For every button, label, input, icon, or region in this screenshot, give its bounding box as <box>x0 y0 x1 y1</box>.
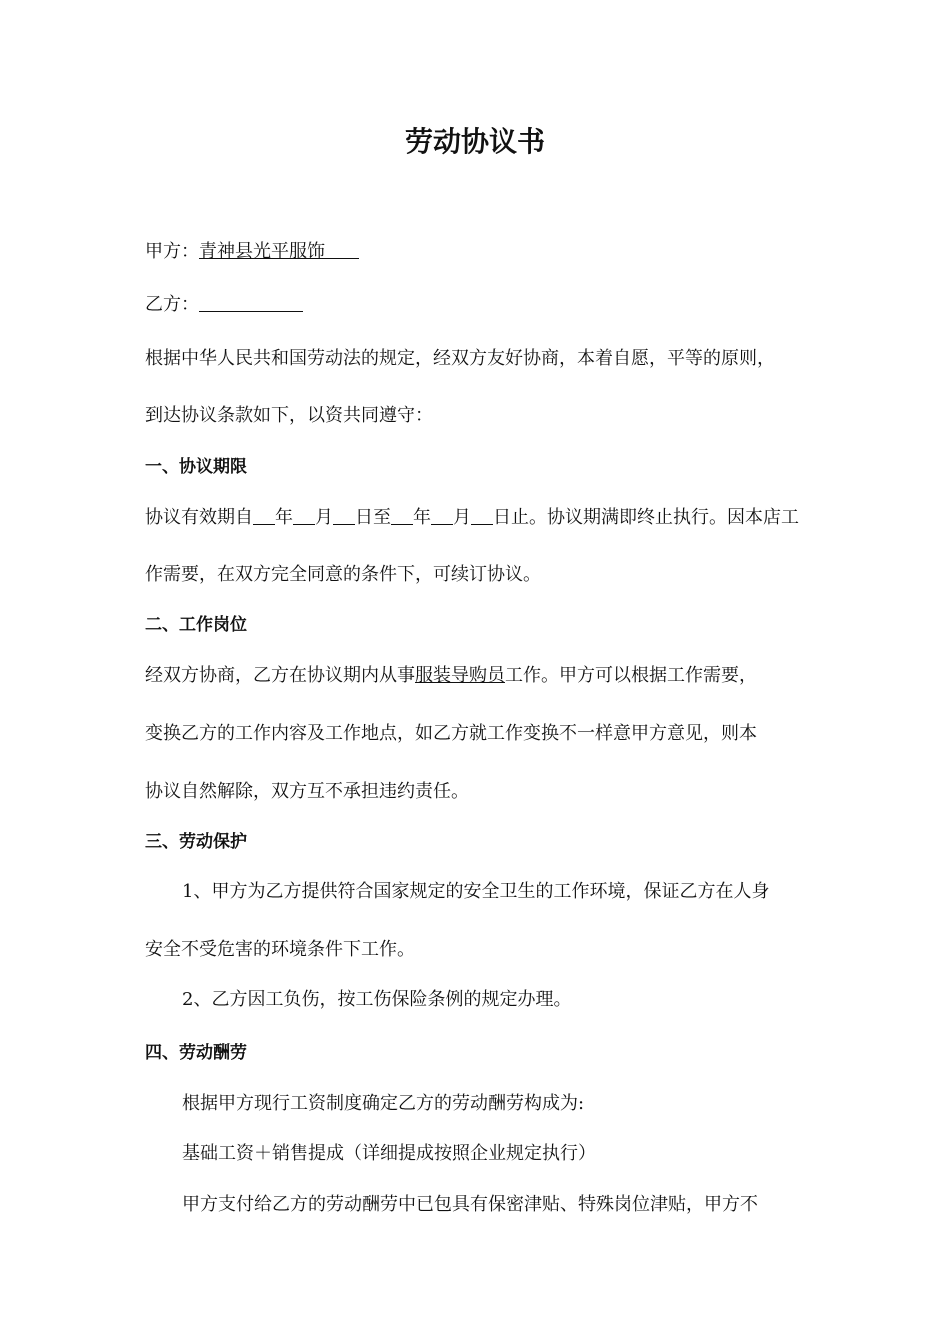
party-a-line <box>145 240 359 264</box>
section-2-line-3: 协议自然解除，双方互不承担违约责任。 <box>145 781 469 802</box>
section-1-line-1 <box>145 506 799 530</box>
position-name: 服装导购员 <box>415 665 505 686</box>
preamble-line-1: 根据中华人民共和国劳动法的规定，经双方友好协商，本着自愿，平等的原则， <box>145 348 775 369</box>
document-title: 劳动协议书 <box>404 125 545 158</box>
section-4-heading: 四、劳动酬劳 <box>145 1043 247 1063</box>
party-a-underline <box>325 240 359 259</box>
year-label-end: 年 <box>413 507 431 528</box>
section-2-line-1 <box>145 664 757 688</box>
day-to-label: 日至 <box>355 507 391 528</box>
start-day-blank <box>333 506 355 525</box>
party-a-label: 甲方： <box>145 241 199 262</box>
end-day-blank <box>471 506 493 525</box>
section-4-line-1: 根据甲方现行工资制度确定乙方的劳动酬劳构成为: <box>182 1093 585 1114</box>
section-2-line-2: 变换乙方的工作内容及工作地点，如乙方就工作变换不一样意甲方意见，则本 <box>145 723 757 744</box>
position-text-before: 经双方协商，乙方在协议期内从事 <box>145 665 415 686</box>
term-text-start: 协议有效期自 <box>145 507 253 528</box>
position-text-after: 工作。甲方可以根据工作需要， <box>505 665 757 686</box>
year-label: 年 <box>275 507 293 528</box>
section-4-line-2: 基础工资＋销售提成（详细提成按照企业规定执行） <box>182 1143 596 1164</box>
end-year-blank <box>391 506 413 525</box>
month-label: 月 <box>315 507 333 528</box>
party-b-blank <box>199 293 303 312</box>
section-2-heading: 二、工作岗位 <box>145 615 247 635</box>
party-b-label: 乙方： <box>145 294 199 315</box>
section-1-line-2: 作需要，在双方完全同意的条件下，可续订协议。 <box>145 564 541 585</box>
section-3-item-1-line-2: 安全不受危害的环境条件下工作。 <box>145 939 415 960</box>
party-a-name: 青神县光平服饰 <box>199 241 325 262</box>
end-month-blank <box>431 506 453 525</box>
party-b-line <box>145 293 303 317</box>
preamble-line-2: 到达协议条款如下，以资共同遵守： <box>145 405 433 426</box>
section-3-item-2: 2、乙方因工负伤，按工伤保险条例的规定办理。 <box>182 989 572 1010</box>
start-month-blank <box>293 506 315 525</box>
term-text-end: 日止。协议期满即终止执行。因本店工 <box>493 507 799 528</box>
section-1-heading: 一、协议期限 <box>145 457 247 477</box>
section-3-item-1-line-1: 1、甲方为乙方提供符合国家规定的安全卫生的工作环境，保证乙方在人身 <box>182 881 770 902</box>
section-4-line-3: 甲方支付给乙方的劳动酬劳中已包具有保密津贴、特殊岗位津贴，甲方不 <box>182 1194 758 1215</box>
start-year-blank <box>253 506 275 525</box>
month-label-end: 月 <box>453 507 471 528</box>
section-3-heading: 三、劳动保护 <box>145 832 247 852</box>
